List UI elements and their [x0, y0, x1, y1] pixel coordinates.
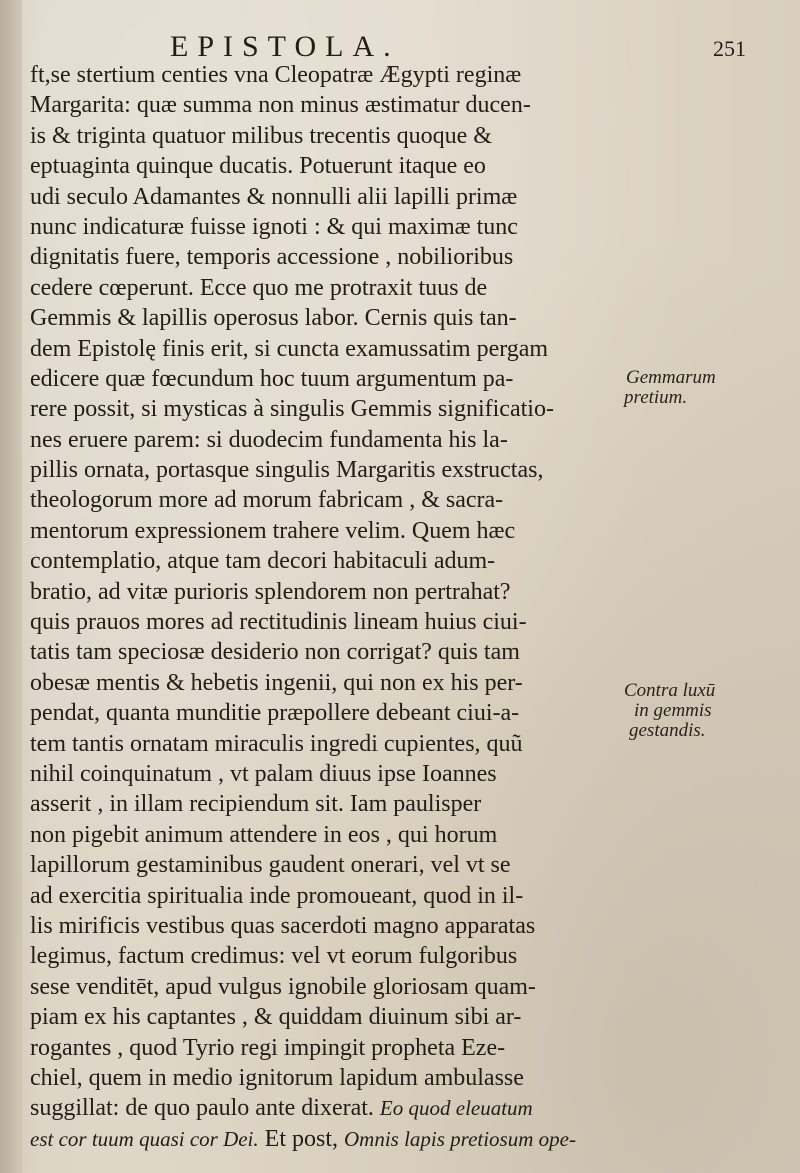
text-line [30, 334, 620, 364]
text-line [30, 1063, 620, 1093]
text-line [30, 60, 620, 90]
text-segment: pendat, quanta munditie præpollere debeant ciui-a- [30, 700, 520, 727]
text-line [30, 941, 620, 971]
text-segment: pillis ornata, portasque singulis Margaritis exstructas, [30, 457, 544, 484]
text-segment: tatis tam speciosæ desiderio non corrigat? quis tam [30, 639, 520, 666]
text-line [30, 242, 620, 272]
text-line [30, 364, 620, 394]
text-line [30, 1093, 620, 1123]
text-segment: rogantes , quod Tyrio regi impingit propheta Eze- [30, 1034, 506, 1061]
italic-quotation: Omnis lapis pretiosum ope- [344, 1126, 576, 1151]
text-line [30, 577, 620, 607]
text-segment: lis mirificis vestibus quas sacerdoti magno apparatas [30, 912, 536, 939]
text-line [30, 90, 620, 120]
text-segment: lapillorum gestaminibus gaudent onerari, vel vt se [30, 852, 511, 879]
text-line [30, 820, 620, 850]
text-line [30, 516, 620, 546]
text-line [30, 729, 620, 759]
text-segment: Et post, [258, 1125, 344, 1152]
text-segment: suggillat: de quo paulo ante dixerat. [30, 1095, 380, 1122]
text-line [30, 394, 620, 424]
italic-quotation: est cor tuum quasi cor Dei. [30, 1126, 259, 1151]
text-segment: udi seculo Adamantes & nonnulli alii lapilli primæ [30, 183, 518, 210]
margin-note-line: Contra luxū [624, 680, 716, 701]
text-segment: chiel, quem in medio ignitorum lapidum ambulasse [30, 1064, 524, 1091]
text-line [30, 182, 620, 212]
margin-note-line: pretium. [624, 387, 688, 408]
running-title: EPISTOLA. [170, 30, 400, 63]
text-segment: is & triginta quatuor milibus trecentis quoque & [30, 122, 492, 149]
text-line [30, 972, 620, 1002]
text-line [30, 1124, 620, 1154]
text-segment: theologorum more ad morum fabricam , & sacra- [30, 487, 504, 514]
text-segment: ft,se stertium centies vna Cleopatræ Ægypti reginæ [30, 62, 522, 88]
text-segment: quis prauos mores ad rectitudinis lineam huius ciui- [30, 609, 527, 636]
text-line [30, 759, 620, 789]
italic-quotation: Eo quod eleuatum [379, 1096, 533, 1121]
text-segment: Gemmis & lapillis operosus labor. Cernis quis tan- [30, 305, 517, 332]
text-line [30, 911, 620, 941]
text-line [30, 607, 620, 637]
text-segment: nunc indicaturæ fuisse ignoti : & qui maximæ tunc [30, 213, 518, 240]
text-line [30, 212, 620, 242]
margin-note-line: gestandis. [629, 720, 706, 741]
text-line [30, 455, 620, 485]
page-number: 251 [713, 36, 746, 61]
page-gutter [0, 0, 22, 1173]
text-line [30, 637, 620, 667]
text-segment: mentorum expressionem trahere velim. Quem hæc [30, 517, 516, 544]
text-segment: eptuaginta quinque ducatis. Potuerunt itaque eo [30, 153, 486, 180]
text-segment: ad exercitia spiritualia inde promoueant, quod in il- [30, 882, 524, 909]
text-segment: nihil coinquinatum , vt palam diuus ipse Ioannes [30, 760, 497, 787]
text-segment: nes eruere parem: si duodecim fundamenta his la- [30, 426, 508, 453]
text-line [30, 1002, 620, 1032]
text-line [30, 546, 620, 576]
text-line [30, 668, 620, 698]
text-line [30, 1033, 620, 1063]
text-line [30, 121, 620, 151]
text-segment: asserit , in illam recipiendum sit. Iam paulisper [30, 791, 482, 818]
text-segment: dignitatis fuere, temporis accessione , nobilioribus [30, 244, 514, 271]
text-segment: bratio, ad vitæ purioris splendorem non pertrahat? [30, 578, 511, 605]
text-segment: legimus, factum credimus: vel vt eorum fulgoribus [30, 943, 518, 970]
text-line [30, 850, 620, 880]
text-segment: piam ex his captantes , & quiddam diuinum sibi ar- [30, 1004, 522, 1031]
margin-note-contra-luxum [624, 680, 716, 741]
text-segment: dem Epistolę finis erit, si cuncta examussatim pergam [30, 335, 549, 362]
text-line [30, 698, 620, 728]
text-segment: obesæ mentis & hebetis ingenii, qui non ex his per- [30, 669, 523, 696]
text-line [30, 789, 620, 819]
text-line [30, 303, 620, 333]
text-line [30, 485, 620, 515]
body-text [30, 60, 620, 1154]
text-segment: rere possit, si mysticas à singulis Gemmis significatio- [30, 396, 554, 423]
text-line [30, 151, 620, 181]
text-line [30, 273, 620, 303]
text-segment: non pigebit animum attendere in eos , qui horum [30, 821, 498, 848]
text-segment: tem tantis ornatam miraculis ingredi cupientes, quũ [30, 730, 523, 757]
text-segment: cedere cœperunt. Ecce quo me protraxit tuus de [30, 274, 488, 301]
text-segment: Margarita: quæ summa non minus æstimatur ducen- [30, 92, 531, 119]
margin-note-line: Gemmarum [626, 367, 716, 388]
margin-note-line: in gemmis [634, 700, 712, 721]
text-segment: contemplatio, atque tam decori habitaculi adum- [30, 548, 496, 575]
text-segment: edicere quæ fœcundum hoc tuum argumentum pa- [30, 365, 514, 392]
text-line [30, 881, 620, 911]
text-segment: sese venditēt, apud vulgus ignobile gloriosam quam- [30, 973, 536, 1000]
text-line [30, 425, 620, 455]
margin-note-gemmarum-pretium [626, 368, 716, 408]
